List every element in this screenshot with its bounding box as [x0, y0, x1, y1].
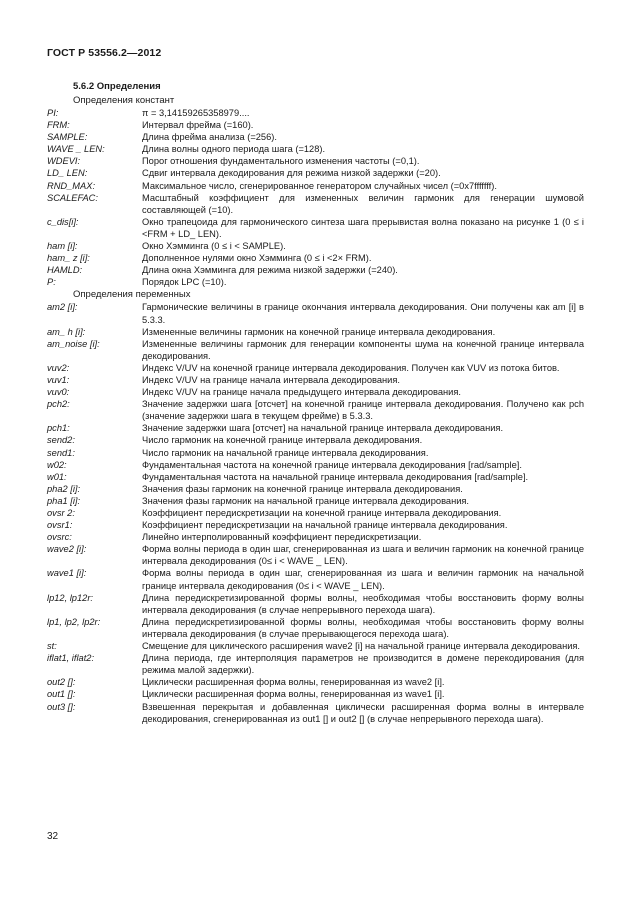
definition-term: lp1, lp2, lp2r:	[47, 616, 101, 627]
page-number: 32	[47, 831, 59, 842]
definition-row	[47, 483, 584, 495]
definition-description: Значение задержки шага [отсчет] на конечной границе интервала декодирования. Получено как pch (значение задержки шага в текущем фрейме) в 5.3.3.	[142, 399, 584, 422]
definition-row	[47, 531, 584, 543]
definition-row	[47, 180, 584, 192]
definition-row	[47, 640, 584, 652]
definition-row	[47, 519, 584, 531]
definition-description: Сдвиг интервала декодирования для режима низкой задержки (=20).	[142, 168, 441, 179]
definition-description: Индекс V/UV на границе начала интервала декодирования.	[142, 374, 400, 385]
variables-heading: Определения переменных	[73, 289, 191, 301]
definition-term: out2 []:	[47, 677, 76, 688]
definition-description: Значения фазы гармоник на начальной границе интервала декодирования.	[142, 495, 470, 506]
document-header: ГОСТ Р 53556.2—2012	[47, 47, 162, 59]
definition-term: P:	[47, 277, 56, 288]
definition-description: Порог отношения фундаментального изменения частоты (=0,1).	[142, 156, 420, 167]
definition-description: Длина передискретизированной формы волны, необходимая чтобы восстановить форму волны интервала декодирования (в случае прерывающегося перехода шага).	[142, 616, 584, 639]
definition-row	[47, 398, 584, 422]
definition-row	[47, 131, 584, 143]
section-title: 5.6.2 Определения	[73, 81, 161, 92]
definition-term: ovsr 2:	[47, 508, 75, 518]
definition-description: Смещение для циклического расширения wave2 [i] на начальной границе интервала декодирования.	[142, 641, 581, 652]
definition-description: Коэффициент передискретизации на конечной границе интервала декодирования.	[142, 508, 502, 518]
definition-row	[47, 471, 584, 483]
definition-row	[47, 216, 584, 240]
definition-row	[47, 338, 584, 362]
definition-term: WAVE _ LEN:	[47, 144, 105, 155]
definition-row	[47, 326, 584, 338]
definition-description: Значение задержки шага [отсчет] на начальной границе интервала декодирования.	[142, 423, 504, 434]
definition-row	[47, 652, 584, 676]
definition-description: Индекс V/UV на границе начала предыдущего интервала декодирования.	[142, 387, 461, 398]
definition-row	[47, 447, 584, 459]
definition-description: Фундаментальная частота на конечной границе интервала декодирования [rad/sample].	[142, 459, 522, 470]
definition-description: Масштабный коэффициент для измененных величин гармоник для генерации шумовой составляющей (=10).	[142, 192, 584, 215]
definition-row	[47, 616, 584, 640]
definition-term: am2 [i]:	[47, 302, 78, 313]
definition-term: ovsrc:	[47, 532, 72, 543]
definition-description: Число гармоник на конечной границе интервала декодирования.	[142, 435, 423, 446]
definition-term: out3 []:	[47, 701, 76, 712]
definition-term: c_dis[i]:	[47, 216, 79, 227]
definition-description: Измененные величины гармоник для генерации компоненты шума на конечной границе интервала декодирования.	[142, 338, 584, 361]
definition-row	[47, 374, 584, 386]
definition-description: Длина волны одного периода шага (=128).	[142, 144, 326, 155]
definition-row	[47, 422, 584, 434]
definition-description: Длина периода, где интерполяция параметров не производится в домене перекодирования (для режима малой задержки).	[142, 653, 584, 676]
definition-term: SCALEFAC:	[47, 192, 98, 203]
definition-row	[47, 301, 584, 325]
definition-row	[47, 276, 584, 288]
definition-term: LD_ LEN:	[47, 168, 88, 179]
definition-row	[47, 592, 584, 616]
definition-description: Окно Хэмминга (0 ≤ i < SAMPLE).	[142, 241, 286, 252]
definition-row	[47, 676, 584, 688]
definitions-body	[47, 94, 584, 725]
definition-term: vuv1:	[47, 374, 70, 385]
definition-term: pha1 [i]:	[47, 495, 81, 506]
constants-list	[47, 107, 584, 288]
definition-description: Длина передискретизированной формы волны, необходимая чтобы восстановить форму волны интервала декодирования (в случае непрерывного перехода шага).	[142, 592, 584, 615]
definition-term: am_noise [i]:	[47, 338, 100, 349]
definition-term: RND_MAX:	[47, 180, 96, 191]
definition-term: wave2 [i]:	[47, 544, 87, 555]
definition-row	[47, 567, 584, 591]
definition-description: Взвешенная перекрытая и добавленная циклически расширенная форма волны в интервале декодирования, сгенерированная из out1 [] и out2 [] (в случае непрерывного перехода шага).	[142, 701, 584, 724]
definition-description: Фундаментальная частота на начальной границе интервала декодирования [rad/sample].	[142, 471, 529, 482]
definition-term: iflat1, iflat2:	[47, 653, 95, 664]
definition-description: Значения фазы гармоник на конечной границе интервала декодирования.	[142, 483, 463, 494]
definition-description: Форма волны периода в один шаг, сгенерированная из шага и величин гармоник на конечной границе интервала декодирования (0≤ i < WAVE _ LEN).	[142, 544, 584, 567]
definition-row	[47, 264, 584, 276]
definition-term: w02:	[47, 459, 67, 470]
definition-row	[47, 252, 584, 264]
definition-description: Линейно интерполированный коэффициент передискретизации.	[142, 532, 422, 543]
definition-description: Окно трапецоида для гармонического синтеза шага прерывистая волна показано на рисунке 1 (0 ≤ i <FRM + LD_ LEN).	[142, 216, 584, 239]
definition-term: FRM:	[47, 120, 70, 131]
definition-term: ham [i]:	[47, 241, 78, 252]
definition-term: lp12, lp12r:	[47, 592, 93, 603]
definition-description: Интервал фрейма (=160).	[142, 120, 254, 131]
definition-description: Измененные величины гармоник на конечной границе интервала декодирования.	[142, 326, 496, 337]
definition-row	[47, 688, 584, 700]
definition-row	[47, 543, 584, 567]
definition-description: Дополненное нулями окно Хэмминга (0 ≤ i <2× FRM).	[142, 253, 372, 264]
definition-term: send2:	[47, 435, 75, 446]
definition-term: pch2:	[47, 399, 70, 410]
definition-term: pch1:	[47, 423, 70, 434]
definition-description: Максимальное число, сгенерированное генератором случайных чисел (=0x7fffffff).	[142, 180, 497, 191]
definition-description: Циклически расширенная форма волны, генерированная из wave2 [i].	[142, 677, 445, 688]
definition-term: PI:	[47, 108, 59, 118]
definition-term: vuv0:	[47, 387, 70, 398]
definition-row	[47, 362, 584, 374]
definition-term: ham_ z [i]:	[47, 253, 90, 264]
definition-row	[47, 119, 584, 131]
definition-description: Число гармоник на начальной границе интервала декодирования.	[142, 447, 429, 458]
definition-description: Длина окна Хэмминга для режима низкой задержки (=240).	[142, 265, 398, 276]
definition-row	[47, 507, 584, 519]
definition-description: π = 3,14159265358979....	[142, 108, 250, 118]
definition-term: out1 []:	[47, 689, 76, 700]
definition-term: WDEVI:	[47, 156, 81, 167]
definition-row	[47, 495, 584, 507]
definition-description: Циклически расширенная форма волны, генерированная из wave1 [i].	[142, 689, 445, 700]
definition-row	[47, 192, 584, 216]
definition-description: Индекс V/UV на конечной границе интервала декодирования. Получен как VUV из потока битов.	[142, 362, 560, 373]
definition-term: vuv2:	[47, 362, 70, 373]
definition-term: pha2 [i]:	[47, 483, 81, 494]
definition-description: Порядок LPC (=10).	[142, 277, 227, 288]
definition-row	[47, 155, 584, 167]
definition-term: w01:	[47, 471, 67, 482]
definition-row	[47, 459, 584, 471]
definition-row	[47, 386, 584, 398]
definition-term: HAMLD:	[47, 265, 83, 276]
definition-term: am_ h [i]:	[47, 326, 86, 337]
definition-row	[47, 107, 584, 119]
constants-heading: Определения констант	[73, 95, 175, 106]
definition-term: st:	[47, 641, 57, 652]
definition-term: ovsr1:	[47, 520, 73, 531]
definition-row	[47, 167, 584, 179]
definition-term: send1:	[47, 447, 75, 458]
definition-row	[47, 434, 584, 446]
definition-description: Длина фрейма анализа (=256).	[142, 132, 277, 143]
definition-row	[47, 240, 584, 252]
variables-list	[47, 301, 584, 724]
definition-description: Гармонические величины в границе окончания интервала декодирования. Они получены как am [i] в 5.3.3.	[142, 302, 584, 325]
definition-term: wave1 [i]:	[47, 568, 87, 579]
definition-description: Форма волны периода в один шаг, сгенерированная из шага и величин гармоник на начальной границе интервала декодирования (0≤ i < WAVE _ LEN).	[142, 568, 584, 591]
definition-row	[47, 143, 584, 155]
definition-description: Коэффициент передискретизации на начальной границе интервала декодирования.	[142, 520, 508, 531]
definition-row	[47, 701, 584, 725]
definition-term: SAMPLE:	[47, 132, 88, 143]
